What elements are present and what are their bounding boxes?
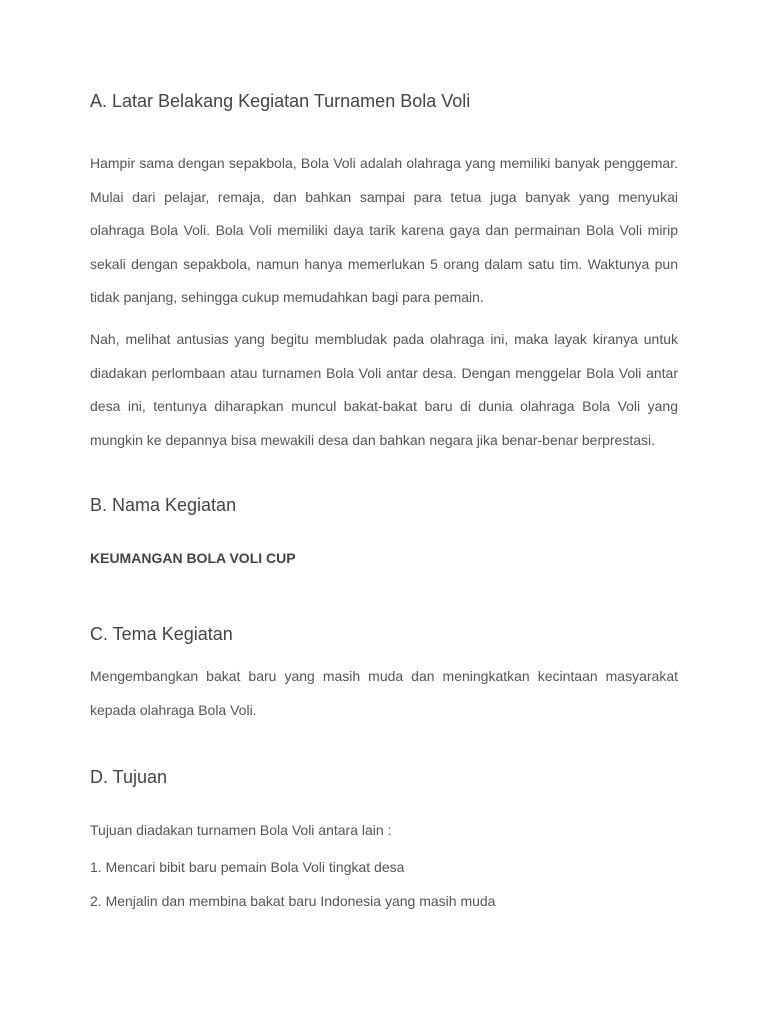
section-d-intro: Tujuan diadakan turnamen Bola Voli antara lain : — [90, 822, 392, 838]
section-d-heading: D. Tujuan — [90, 767, 168, 787]
goal-list-item-1: 1. Mencari bibit baru pemain Bola Voli tingkat desa — [90, 859, 405, 875]
section-a-heading: A. Latar Belakang Kegiatan Turnamen Bola Voli — [90, 91, 471, 111]
section-c-heading: C. Tema Kegiatan — [90, 624, 233, 644]
section-b-heading: B. Nama Kegiatan — [90, 495, 237, 515]
goal-list-item-2: 2. Menjalin dan membina bakat baru Indonesia yang masih muda — [90, 893, 496, 909]
section-c-paragraph: Mengembangkan bakat baru yang masih muda dan meningkatkan kecintaan masyarakat kepada olahraga Bola Voli. — [90, 668, 678, 718]
section-a-paragraph-1: Hampir sama dengan sepakbola, Bola Voli adalah olahraga yang memiliki banyak penggemar. Mulai dari pelajar, remaja, dan bahkan sampai para tetua juga banyak yang menyukai olahraga Bola Voli. Bola Voli memiliki daya tarik karena gaya dan permainan Bola Voli mirip sekali dengan sepakbola, namun hanya memerlukan 5 orang dalam satu tim. Waktunya pun tidak panjang, sehingga cukup memudahkan bagi para pemain. — [90, 155, 678, 305]
event-name: KEUMANGAN BOLA VOLI CUP — [90, 550, 296, 566]
section-a-paragraph-2: Nah, melihat antusias yang begitu membludak pada olahraga ini, maka layak kiranya untuk diadakan perlombaan atau turnamen Bola Voli antar desa. Dengan menggelar Bola Voli antar desa ini, tentunya diharapkan muncul bakat-bakat baru di dunia olahraga Bola Voli yang mungkin ke depannya bisa mewakili desa dan bahkan negara jika benar-benar berprestasi. — [90, 331, 678, 448]
